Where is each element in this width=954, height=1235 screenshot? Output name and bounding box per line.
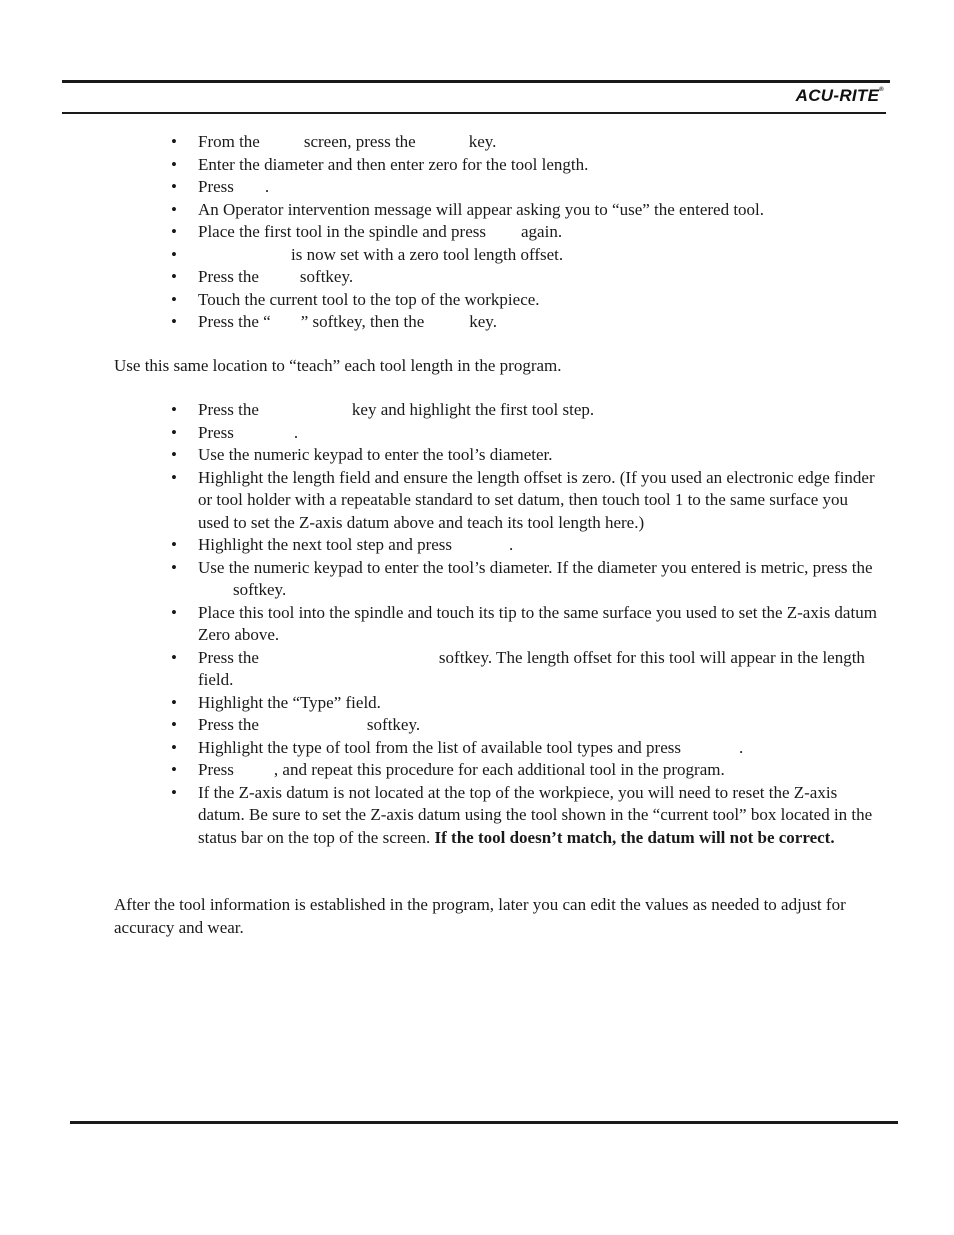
list-item: • An Operator intervention message will appear asking you to “use” the entered tool. <box>0 199 882 222</box>
list-item: • Enter the diameter and then enter zero for the tool length. <box>0 154 882 177</box>
list-item: • Press . <box>0 422 882 445</box>
list-item: • is now set with a zero tool length offset. <box>0 244 882 267</box>
list-item: • Use the numeric keypad to enter the tool’s diameter. If the diameter you entered is metric, press thesoftkey. <box>0 557 882 602</box>
footer-rule <box>70 1121 898 1124</box>
list-item: • Press the “ ” softkey, then the key. <box>0 311 882 334</box>
closing-paragraph: After the tool information is established in the program, later you can edit the values as needed to adjust for accuracy and wear. <box>114 895 846 937</box>
list-item: • Highlight the next tool step and press . <box>0 534 882 557</box>
list-item: • Touch the current tool to the top of the workpiece. <box>0 289 882 312</box>
list-item: • Press the softkey. <box>0 266 882 289</box>
teach-paragraph: Use this same location to “teach” each tool length in the program. <box>114 356 562 375</box>
list-item: • From the screen, press the key. <box>0 131 882 154</box>
header-rule <box>62 80 890 83</box>
list-item: • Place the first tool in the spindle and press again. <box>0 221 882 244</box>
list-item: • If the Z-axis datum is not located at the top of the workpiece, you will need to reset the Z-axis datum. Be sure to set the Z-axis datum using the tool shown in the “current tool” box located in the status bar on the top of the screen. If the tool doesn’t match, the datum will not be correct. <box>0 782 882 850</box>
list-item: • Press , and repeat this procedure for each additional tool in the program. <box>0 759 882 782</box>
header-subrule <box>62 112 886 114</box>
list-item: • Press the softkey. <box>0 714 882 737</box>
list-item: • Press . <box>0 176 882 199</box>
list-item: • Highlight the type of tool from the list of available tool types and press . <box>0 737 882 760</box>
list-item: • Highlight the “Type” field. <box>0 692 882 715</box>
list-item: • Place this tool into the spindle and touch its tip to the same surface you used to set the Z-axis datum Zero above. <box>0 602 882 647</box>
list-item: • Press the softkey. The length offset for this tool will appear in the length field. <box>0 647 882 692</box>
acu-rite-logo: ACU-RITE® <box>795 86 884 105</box>
list-item: • Use the numeric keypad to enter the tool’s diameter. <box>0 444 882 467</box>
setup-steps-list <box>0 131 954 334</box>
list-item: • Press the key and highlight the first tool step. <box>0 399 882 422</box>
list-item: • Highlight the length field and ensure the length offset is zero. (If you used an electronic edge finder or tool holder with a repeatable standard to set datum, then touch tool 1 to the same surface you used to set the Z-axis datum above and teach its tool length here.) <box>0 467 882 535</box>
tool-steps-list <box>0 399 954 849</box>
warning-text: If the tool doesn’t match, the datum will not be correct. <box>434 827 835 847</box>
